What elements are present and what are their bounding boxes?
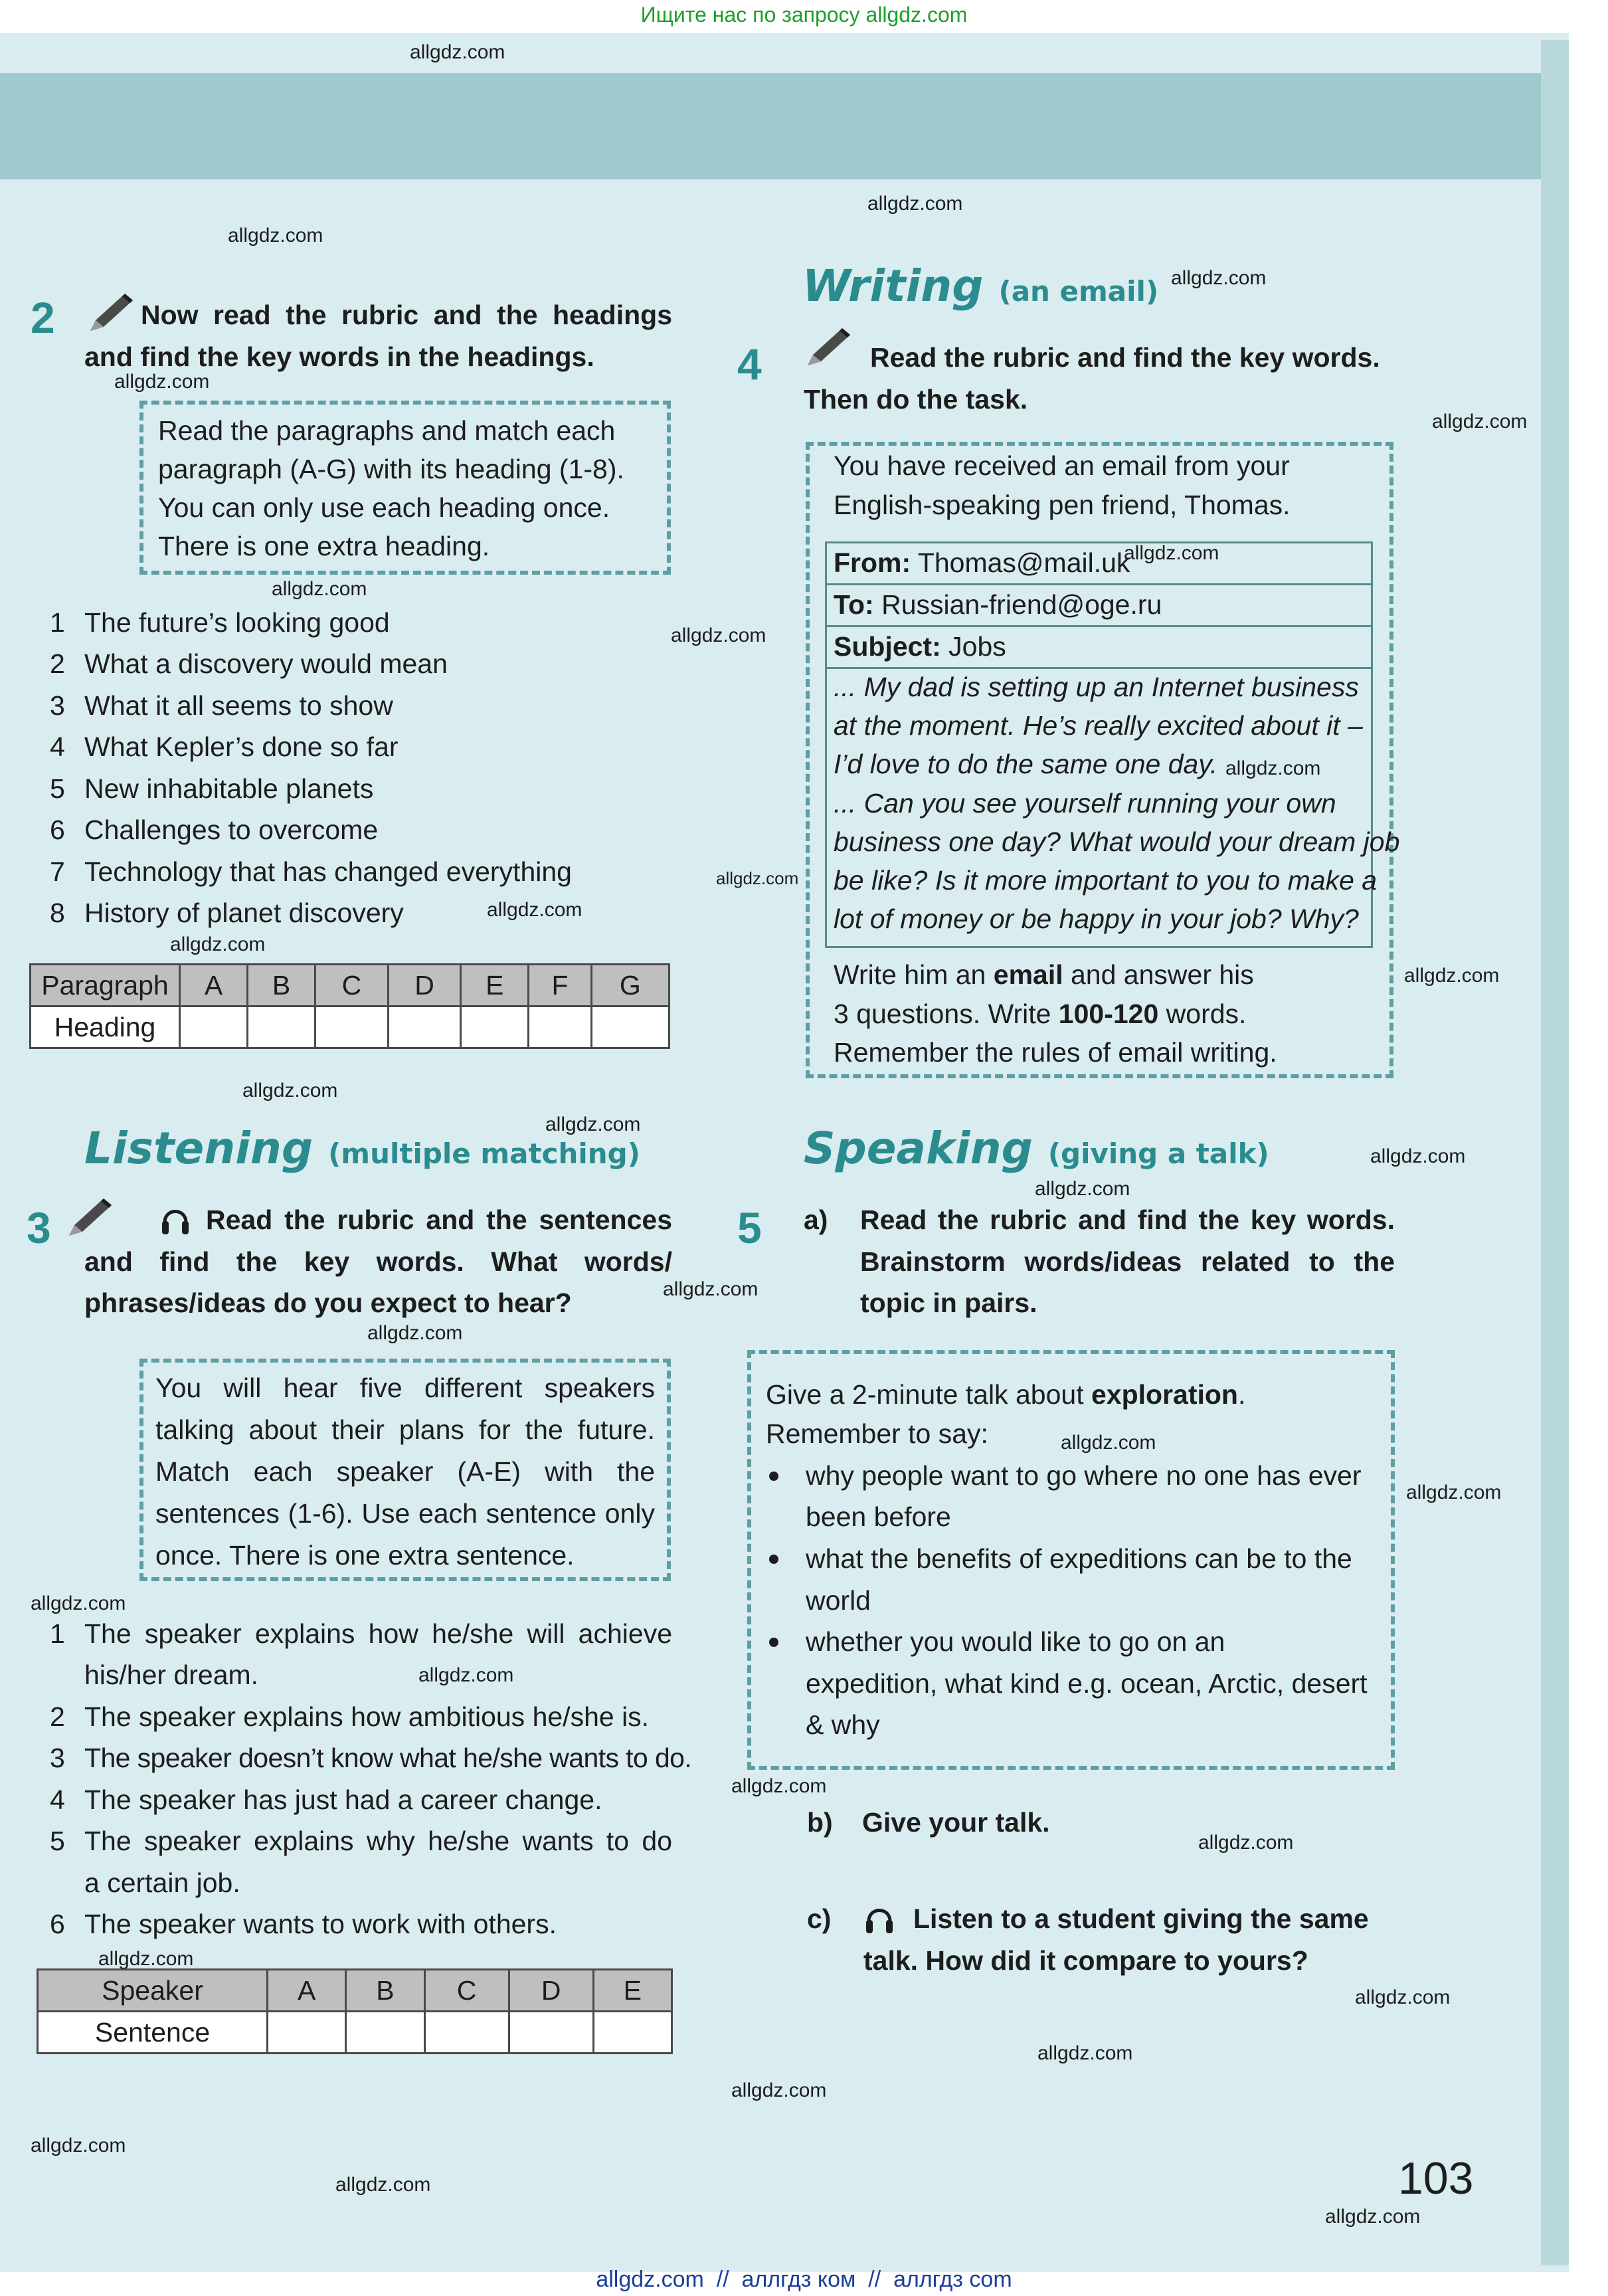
heading-number: 6 [50, 814, 65, 845]
text-fragment-bold: exploration [1091, 1379, 1238, 1410]
sentence-number: 2 [50, 1701, 65, 1732]
task3-instruction-line: and find the key words. What words/ [84, 1246, 672, 1277]
sentence-text: The speaker wants to work with others. [84, 1909, 557, 1939]
task2-rubric-line: You can only use each heading once. [158, 492, 610, 523]
watermark: allgdz.com [731, 2079, 827, 2101]
table-header-cell: C [315, 965, 389, 1006]
email-from [834, 542, 1130, 584]
watermark: allgdz.com [1404, 965, 1500, 987]
sentence-text: The speaker has just had a career change. [84, 1784, 602, 1815]
answer-cell[interactable] [180, 1006, 248, 1048]
email-to-label: To: [834, 589, 874, 620]
watermark: allgdz.com [716, 868, 799, 888]
table-row-label: Speaker [38, 1970, 268, 2012]
heading-number: 4 [50, 731, 65, 762]
table-header-cell: A [268, 1970, 346, 2012]
table-header-cell: C [424, 1970, 509, 2012]
task5-box-line [766, 1374, 1245, 1416]
heading-text: The future’s looking good [84, 607, 390, 638]
section-title: Speaking [804, 1123, 1033, 1174]
task4-task-line [834, 993, 1246, 1035]
answer-cell[interactable] [315, 1006, 389, 1048]
task5-a-line: topic in pairs. [860, 1288, 1037, 1318]
watermark: allgdz.com [367, 1322, 463, 1344]
bullet [769, 1638, 778, 1647]
pencil-icon [65, 1196, 116, 1240]
text-fragment: Give a 2-minute talk about [766, 1379, 1091, 1410]
heading-text: History of planet discovery [84, 898, 404, 928]
heading-number: 2 [50, 648, 65, 679]
paragraph-heading-table [29, 963, 670, 1049]
watermark: allgdz.com [418, 1664, 514, 1686]
watermark: allgdz.com [1171, 267, 1267, 289]
watermark: allgdz.com [663, 1278, 759, 1300]
answer-cell[interactable] [346, 2012, 424, 2054]
task3-rubric-line: You will hear five different speakers [155, 1373, 655, 1403]
answer-cell[interactable] [388, 1006, 461, 1048]
table-header-cell: D [509, 1970, 593, 2012]
watermark: allgdz.com [1406, 1482, 1502, 1503]
speaker-sentence-table [37, 1968, 673, 2054]
sentence-number: 3 [50, 1743, 65, 1773]
text-fragment-bold: 100-120 [1058, 999, 1159, 1029]
task-number-3: 3 [27, 1203, 51, 1252]
pencil-icon [804, 326, 854, 369]
sentence-text: The speaker explains why he/she wants to do [84, 1826, 672, 1856]
task3-rubric-line: once. There is one extra sentence. [155, 1540, 575, 1571]
watermark: allgdz.com [170, 933, 266, 955]
answer-cell[interactable] [461, 1006, 529, 1048]
watermark: allgdz.com [1355, 1986, 1451, 2008]
email-subject [834, 626, 1006, 668]
task4-intro-line: English-speaking pen friend, Thomas. [834, 490, 1291, 520]
task4-task-line [834, 954, 1254, 996]
table-row-label: Sentence [38, 2012, 268, 2054]
heading-number: 8 [50, 898, 65, 928]
email-body-line: be like? Is it more important to you to make a [834, 865, 1378, 896]
task5-c-line: talk. How did it compare to yours? [863, 1945, 1308, 1976]
watermark: allgdz.com [242, 1080, 338, 1101]
task5-a-label: a) [804, 1204, 828, 1235]
task5-b-text: Give your talk. [862, 1807, 1050, 1838]
task2-instruction-line1: Now read the rubric and the headings [141, 300, 672, 330]
bullet-line: & why [806, 1709, 880, 1740]
task4-instruction-line: Read the rubric and find the key words. [870, 342, 1380, 373]
sentence-text: The speaker explains how he/she will achieve [84, 1618, 672, 1649]
sentence-text: a certain job. [84, 1867, 240, 1898]
table-header-cell: E [461, 965, 529, 1006]
watermark: allgdz.com [114, 371, 210, 393]
task5-a-line: Read the rubric and find the key words. [860, 1204, 1395, 1235]
sentence-number: 5 [50, 1826, 65, 1856]
watermark: allgdz.com [1035, 1178, 1130, 1200]
bullet-line: what the benefits of expeditions can be to the [806, 1543, 1352, 1574]
heading-text: New inhabitable planets [84, 773, 374, 804]
heading-number: 3 [50, 690, 65, 721]
task5-b-label: b) [807, 1807, 833, 1838]
task4-intro-line: You have received an email from your [834, 450, 1290, 481]
text-fragment-bold: email [993, 959, 1063, 990]
answer-cell[interactable] [593, 2012, 671, 2054]
heading-text: Challenges to overcome [84, 814, 379, 845]
watermark: allgdz.com [487, 899, 582, 921]
section-subtitle: (giving a talk) [1047, 1137, 1269, 1170]
answer-cell[interactable] [509, 2012, 593, 2054]
watermark: allgdz.com [1325, 2206, 1421, 2228]
answer-cell[interactable] [248, 1006, 315, 1048]
heading-text: What a discovery would mean [84, 648, 448, 679]
watermark: allgdz.com [335, 2174, 431, 2196]
watermark: allgdz.com [31, 2135, 126, 2156]
email-to-value: Russian-friend@oge.ru [881, 589, 1162, 620]
sentence-text: his/her dream. [84, 1660, 259, 1690]
task2-rubric-line: paragraph (A-G) with its heading (1-8). [158, 454, 624, 484]
header-band [0, 73, 1569, 179]
table-header-cell: F [529, 965, 591, 1006]
answer-cell[interactable] [529, 1006, 591, 1048]
email-from-label: From: [834, 547, 911, 578]
email-to [834, 584, 1162, 626]
heading-number: 7 [50, 856, 65, 887]
table-row-label: Heading [31, 1006, 180, 1048]
headphones-icon [863, 1901, 895, 1936]
table-header-cell: E [593, 1970, 671, 2012]
headphones-icon [159, 1202, 191, 1237]
watermark: allgdz.com [228, 225, 323, 246]
task4-task-line: Remember the rules of email writing. [834, 1037, 1277, 1068]
bullet [769, 1472, 778, 1481]
task3-rubric-line: talking about their plans for the future. [155, 1414, 655, 1445]
task5-c-label: c) [807, 1903, 832, 1934]
section-subtitle: (an email) [998, 275, 1159, 308]
task2-instruction-line2: and find the key words in the headings. [84, 341, 594, 372]
watermark: allgdz.com [1124, 542, 1219, 564]
bullet [769, 1555, 778, 1564]
sentence-number: 1 [50, 1618, 65, 1649]
heading-number: 5 [50, 773, 65, 804]
email-subject-label: Subject: [834, 631, 941, 662]
top-watermark-banner: Ищите нас по запросу allgdz.com [640, 3, 968, 27]
answer-cell[interactable] [591, 1006, 669, 1048]
text-fragment: words. [1158, 999, 1247, 1029]
table-header-cell: B [346, 1970, 424, 2012]
email-body-line: I’d love to do the same one day. [834, 749, 1218, 779]
watermark: allgdz.com [731, 1775, 827, 1797]
section-title: Listening [84, 1123, 313, 1174]
task2-rubric-line: Read the paragraphs and match each [158, 415, 616, 446]
section-title: Writing [802, 260, 984, 312]
bullet-line: expedition, what kind e.g. ocean, Arctic, desert [806, 1668, 1368, 1699]
task3-rubric-line: Match each speaker (A-E) with the [155, 1456, 655, 1487]
sentence-text: The speaker doesn’t know what he/she wants to do. [84, 1743, 692, 1773]
table-header-cell: G [591, 965, 669, 1006]
watermark: allgdz.com [671, 624, 766, 646]
page-number: 103 [1398, 2153, 1474, 2204]
task3-instruction-line: phrases/ideas do you expect to hear? [84, 1288, 572, 1318]
bullet-line: been before [806, 1501, 951, 1532]
speaking-section-title [804, 1123, 1269, 1174]
text-fragment: and answer his [1063, 959, 1254, 990]
watermark: allgdz.com [545, 1113, 641, 1135]
email-body-line: lot of money or be happy in your job? Why? [834, 904, 1359, 934]
task3-rubric-line: sentences (1-6). Use each sentence only [155, 1498, 655, 1529]
text-fragment: . [1237, 1379, 1246, 1410]
watermark: allgdz.com [31, 1592, 126, 1614]
table-header-cell: A [180, 965, 248, 1006]
task3-instruction-line: Read the rubric and the sentences [206, 1204, 672, 1235]
task-number-5: 5 [737, 1203, 762, 1252]
heading-text: Technology that has changed everything [84, 856, 572, 887]
bullet-line: why people want to go where no one has ever [806, 1460, 1362, 1491]
watermark: allgdz.com [867, 193, 963, 215]
section-subtitle: (multiple matching) [328, 1137, 640, 1170]
watermark: allgdz.com [1061, 1432, 1156, 1454]
watermark: allgdz.com [1037, 2042, 1133, 2064]
watermark: allgdz.com [1198, 1832, 1294, 1854]
email-body-line: ... Can you see yourself running your own [834, 788, 1336, 818]
email-body-line: ... My dad is setting up an Internet business [834, 672, 1359, 702]
listening-section-title [84, 1123, 640, 1174]
sentence-number: 4 [50, 1784, 65, 1815]
watermark: allgdz.com [98, 1948, 194, 1970]
heading-text: What Kepler’s done so far [84, 731, 399, 762]
email-body-line: at the moment. He’s really excited about it – [834, 710, 1363, 741]
answer-cell[interactable] [424, 2012, 509, 2054]
email-from-value: Thomas@mail.uk [917, 547, 1130, 578]
watermark: allgdz.com [410, 41, 505, 63]
pencil-icon [86, 291, 137, 335]
watermark: allgdz.com [272, 578, 367, 600]
table-row-label: Paragraph [31, 965, 180, 1006]
task-number-4: 4 [737, 339, 762, 389]
page-edge [1541, 40, 1569, 2265]
task5-a-line: Brainstorm words/ideas related to the [860, 1246, 1395, 1277]
task2-rubric-line: There is one extra heading. [158, 531, 490, 561]
table-header-cell: D [388, 965, 461, 1006]
task5-box-line: Remember to say: [766, 1418, 988, 1449]
task4-instruction-line: Then do the task. [804, 384, 1028, 415]
bullet-line: world [806, 1585, 871, 1616]
text-fragment: 3 questions. Write [834, 999, 1059, 1029]
email-body-line: business one day? What would your dream job [834, 826, 1400, 857]
watermark: allgdz.com [1370, 1145, 1466, 1167]
footer-watermark: allgdz.com // аллгдз ком // аллгдз com [596, 2267, 1012, 2292]
task-number-2: 2 [31, 293, 55, 342]
writing-section-title [802, 260, 1158, 312]
heading-number: 1 [50, 607, 65, 638]
text-fragment: Write him an [834, 959, 994, 990]
answer-cell[interactable] [268, 2012, 346, 2054]
sentence-number: 6 [50, 1909, 65, 1939]
bullet-line: whether you would like to go on an [806, 1626, 1225, 1657]
table-header-cell: B [248, 965, 315, 1006]
task5-c-line: Listen to a student giving the same [913, 1903, 1369, 1934]
email-subject-value: Jobs [948, 631, 1006, 662]
sentence-text: The speaker explains how ambitious he/she is. [84, 1701, 650, 1732]
watermark: allgdz.com [1432, 411, 1528, 432]
heading-text: What it all seems to show [84, 690, 393, 721]
watermark: allgdz.com [1225, 757, 1321, 779]
